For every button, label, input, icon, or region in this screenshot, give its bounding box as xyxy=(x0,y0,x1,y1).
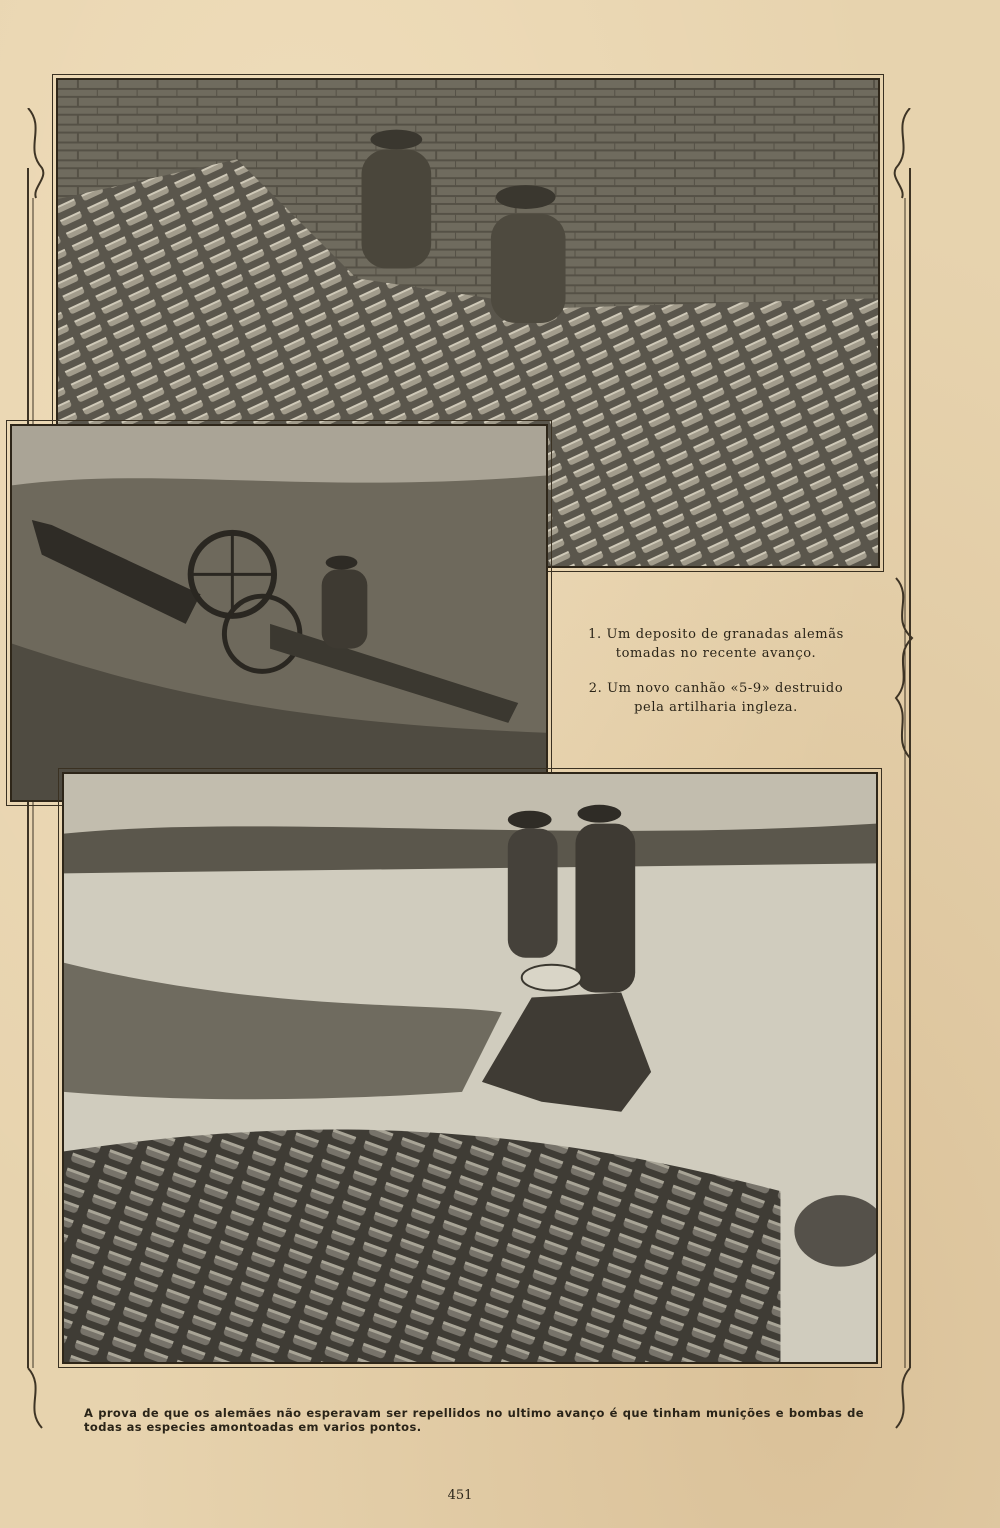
photo-munitions-pile xyxy=(62,772,878,1364)
right-ornament-border xyxy=(888,108,916,1438)
caption-item-2: 2. Um novo canhão «5-9» destruido pela artilharia ingleza. xyxy=(588,681,844,715)
bottom-caption: A prova de que os alemães não esperavam ser repellidos no ultimo avanço é que tinham munições e bombas de todas as especies amontoadas em varios pontos. xyxy=(84,1406,864,1434)
photo-destroyed-cannon xyxy=(10,424,548,802)
right-ornament-icon xyxy=(888,108,916,1438)
photo-captions xyxy=(556,578,876,764)
page-number: 451 xyxy=(447,1488,473,1503)
caption-item-1: 1. Um deposito de granadas alemãs tomadas no recente avanço. xyxy=(588,627,844,661)
